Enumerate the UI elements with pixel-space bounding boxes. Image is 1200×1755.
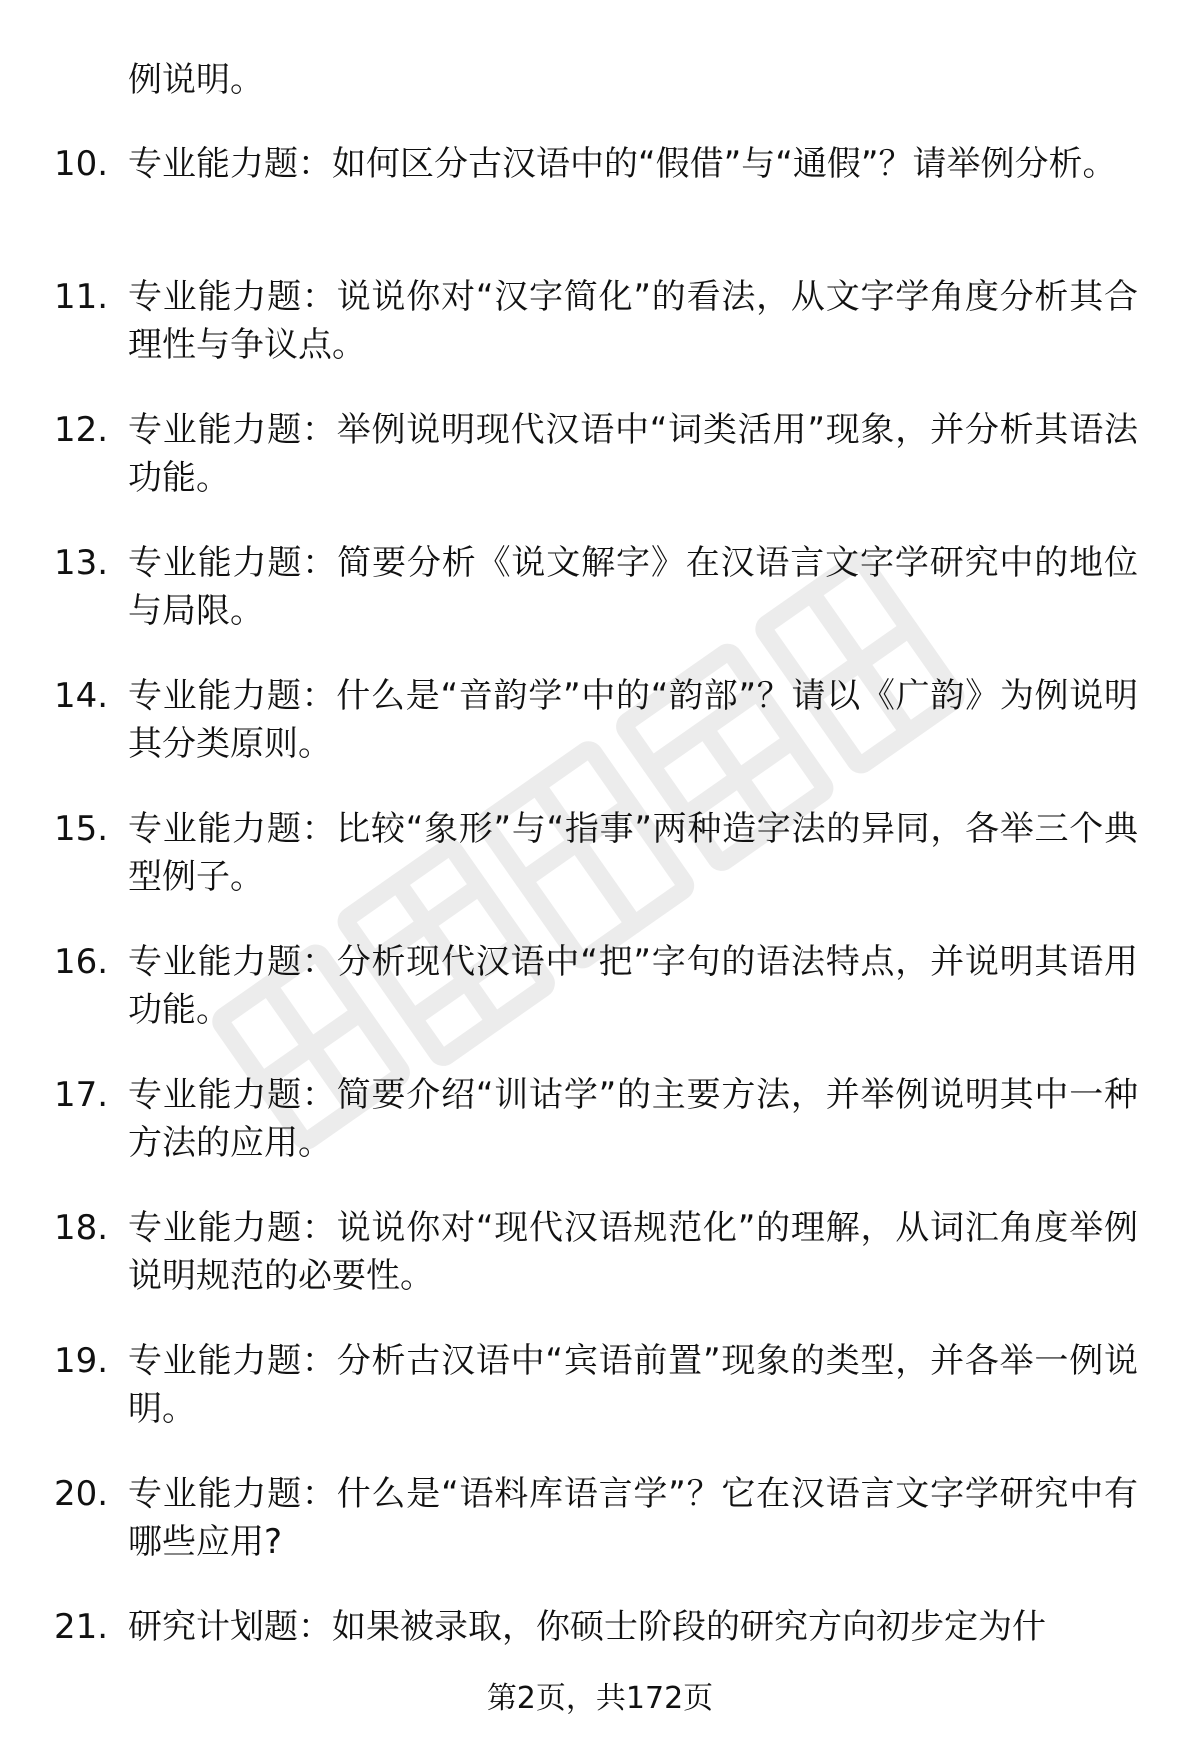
question-number: 13. xyxy=(54,543,109,583)
continuation-text: 例说明。 xyxy=(128,60,264,100)
question-number: 16. xyxy=(54,942,109,982)
list-item xyxy=(0,672,1200,805)
question-number: 17. xyxy=(54,1075,109,1115)
question-text: 专业能力题：简要介绍“训诂学”的主要方法，并举例说明其中一种方法的应用。 xyxy=(128,1075,1138,1163)
question-text: 专业能力题：分析古汉语中“宾语前置”现象的类型，并各举一例说明。 xyxy=(128,1341,1138,1429)
question-text: 专业能力题：说说你对“汉字简化”的看法，从文字学角度分析其合理性与争议点。 xyxy=(128,277,1138,365)
question-number: 12. xyxy=(54,410,109,450)
question-text: 专业能力题：比较“象形”与“指事”两种造字法的异同，各举三个典型例子。 xyxy=(128,809,1138,897)
question-text: 专业能力题：如何区分古汉语中的“假借”与“通假”？请举例分析。 xyxy=(128,144,1117,184)
list-item xyxy=(0,938,1200,1071)
question-text: 研究计划题：如果被录取，你硕士阶段的研究方向初步定为什 xyxy=(128,1607,1046,1647)
question-text: 专业能力题：说说你对“现代汉语规范化”的理解，从词汇角度举例说明规范的必要性。 xyxy=(128,1208,1138,1296)
list-item xyxy=(0,1470,1200,1603)
question-text: 专业能力题：什么是“音韵学”中的“韵部”？请以《广韵》为例说明其分类原则。 xyxy=(128,676,1138,764)
list-item xyxy=(0,406,1200,539)
question-number: 20. xyxy=(54,1474,109,1514)
question-number: 15. xyxy=(54,809,109,849)
question-number: 18. xyxy=(54,1208,109,1248)
list-item xyxy=(0,273,1200,406)
question-text: 专业能力题：简要分析《说文解字》在汉语言文字学研究中的地位与局限。 xyxy=(128,543,1138,631)
question-number: 14. xyxy=(54,676,109,716)
list-item xyxy=(0,1337,1200,1470)
list-item xyxy=(0,539,1200,672)
question-number: 19. xyxy=(54,1341,109,1381)
question-number: 21. xyxy=(54,1607,109,1647)
question-number: 10. xyxy=(54,144,109,184)
list-item xyxy=(0,140,1200,273)
list-item xyxy=(0,1071,1200,1204)
question-list xyxy=(0,140,1200,1736)
question-text: 专业能力题：什么是“语料库语言学”？它在汉语言文字学研究中有哪些应用? xyxy=(128,1474,1138,1562)
list-item xyxy=(0,805,1200,938)
question-text: 专业能力题：举例说明现代汉语中“词类活用”现象，并分析其语法功能。 xyxy=(128,410,1138,498)
question-number: 11. xyxy=(54,277,109,317)
page-footer: 第2页，共172页 xyxy=(486,1681,714,1716)
question-text: 专业能力题：分析现代汉语中“把”字句的语法特点，并说明其语用功能。 xyxy=(128,942,1138,1030)
list-item xyxy=(0,1204,1200,1337)
